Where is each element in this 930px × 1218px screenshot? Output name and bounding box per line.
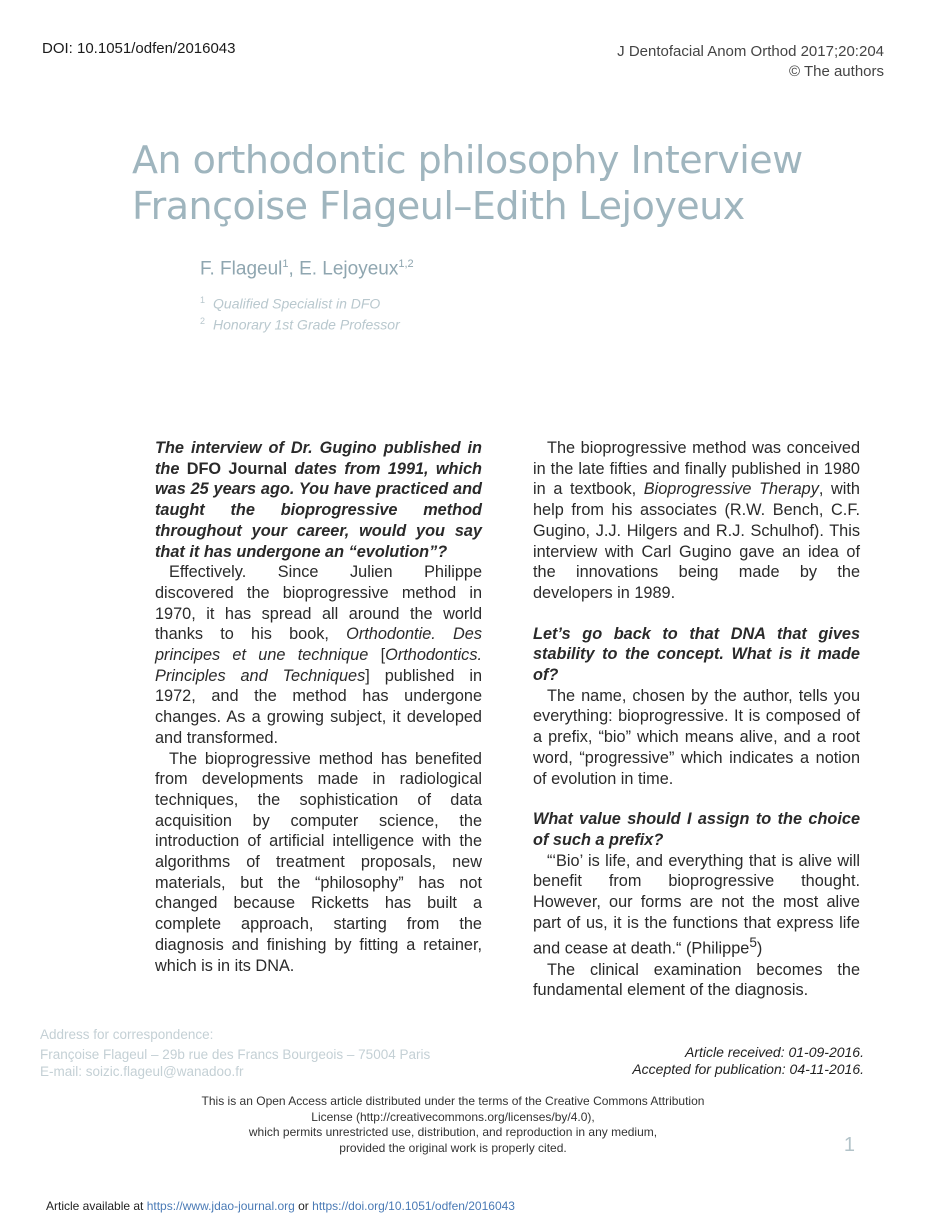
- body-paragraph: The name, chosen by the author, tells you everything: bioprogressive. It is composed of a prefix, “bio” which means alive, and a root word, “progressive” which indicates a notion of evolution in time.: [533, 686, 860, 788]
- journal-name: DFO Journal: [186, 459, 288, 478]
- affiliation-text: Qualified Specialist in DFO: [213, 295, 381, 312]
- author-affiliation-marker: 1,2: [398, 258, 414, 270]
- license-line: which permits unrestricted use, distribution, and reproduction in any medium,: [248, 1125, 658, 1139]
- author-name: F. Flageul: [200, 258, 283, 280]
- received-date: Article received: 01-09-2016.: [685, 1044, 864, 1060]
- body-paragraph: The clinical examination becomes the fundamental element of the diagnosis.: [533, 960, 860, 1000]
- correspondence-address: Françoise Flageul – 29b rue des Francs Bourgeois – 75004 Paris: [40, 1047, 431, 1062]
- body-paragraph: The bioprogressive method has benefited from developments made in radiological techniques, the sophistication of data acquisition by computer science, the introduction of artificial intelligence with the algorithms of treatment proposals, new materials, but the “philosophy” has not changed because Ricketts has built a complete approach, starting from the diagnosis and finishing by fitting a retainer, which is in its DNA.: [155, 749, 482, 975]
- accepted-date: Accepted for publication: 04-11-2016.: [632, 1061, 864, 1077]
- journal-citation: [617, 42, 884, 82]
- correspondence-label: Address for correspondence:: [40, 1027, 214, 1042]
- doi-label: DOI: 10.1051/odfen/2016043: [42, 40, 236, 57]
- title-line-1: An orthodontic philosophy Interview: [132, 138, 803, 182]
- availability-prefix: Article available at: [46, 1199, 147, 1213]
- availability-or: or: [294, 1199, 313, 1213]
- interview-question: The interview of Dr. Gugino published in the DFO Journal dates from 1991, which was 25 years ago. You have practiced and taught the bioprogressive method throughout your career, would you say that it has undergone an “evolution”?: [155, 439, 483, 561]
- article-dates: [632, 1044, 864, 1078]
- article-title: [132, 137, 803, 229]
- author-name: E. Lejoyeux: [299, 258, 399, 280]
- license-line: This is an Open Access article distributed under the terms of the Creative Commons Attribution: [201, 1094, 705, 1108]
- license-notice: [0, 1094, 906, 1156]
- license-line: License (http://creativecommons.org/licenses/by/4.0),: [311, 1109, 595, 1124]
- book-title: Bioprogressive Therapy: [643, 480, 819, 499]
- page-number: 1: [843, 1134, 855, 1156]
- affiliation-number: 1: [200, 295, 206, 305]
- copyright-notice: © The authors: [789, 63, 884, 80]
- author-separator: ,: [288, 258, 300, 280]
- reference-marker: 5: [749, 935, 757, 951]
- book-title-translation: Orthodontics. Principles and Techniques: [155, 646, 482, 685]
- author-affiliation-marker: 1: [282, 258, 289, 270]
- availability-line: [46, 1199, 515, 1213]
- affiliation: [200, 316, 400, 333]
- correspondence-block: [40, 1026, 430, 1080]
- body-paragraph: The bioprogressive method was conceived in the late fifties and finally published in 1980 in a textbook, Bioprogressive Therapy, with help from his associates (R.W. Bench, C.F. Gugino, J.J. Hilgers and R.J. Schulhof). This interview with Carl Gugino gave an idea of the innovations being made by the developers in 1989.: [533, 439, 860, 602]
- body-column-right: [533, 438, 860, 1001]
- interview-question: Let’s go back to that DNA that gives stability to the concept. What is it made of?: [533, 624, 860, 685]
- body-column-left: [155, 438, 482, 976]
- interview-question: What value should I assign to the choice of such a prefix?: [533, 810, 860, 849]
- title-line-2: Françoise Flageul–Edith Lejoyeux: [132, 184, 745, 228]
- journal-link[interactable]: https://www.jdao-journal.org: [146, 1199, 295, 1213]
- affiliation-number: 2: [200, 316, 206, 326]
- author-list: [200, 258, 414, 280]
- journal-reference: J Dentofacial Anom Orthod 2017;20:204: [617, 43, 884, 60]
- affiliation: [200, 295, 380, 312]
- doi-link[interactable]: https://doi.org/10.1051/odfen/2016043: [312, 1199, 515, 1213]
- body-paragraph: Effectively. Since Julien Philippe discovered the bioprogressive method in 1970, it has spread all around the world thanks to his book, Orthodontie. Des principes et une technique [Orthodontics. Principles and Techniques] published in 1972, and the method has undergone changes. As a growing subject, it developed and transformed.: [155, 563, 483, 747]
- book-title: Orthodontie. Des principes et une technique: [155, 625, 482, 665]
- correspondence-email: E-mail: soizic.flageul@wanadoo.fr: [40, 1064, 244, 1079]
- affiliation-text: Honorary 1st Grade Professor: [213, 316, 400, 333]
- license-line: provided the original work is properly cited.: [339, 1140, 567, 1155]
- body-paragraph: “‘Bio’ is life, and everything that is alive will benefit from bioprogressive thought. However, our forms are not the most alive part of us, it is the functions that express life and cease at death.“ (Philippe$^5$): [533, 851, 860, 958]
